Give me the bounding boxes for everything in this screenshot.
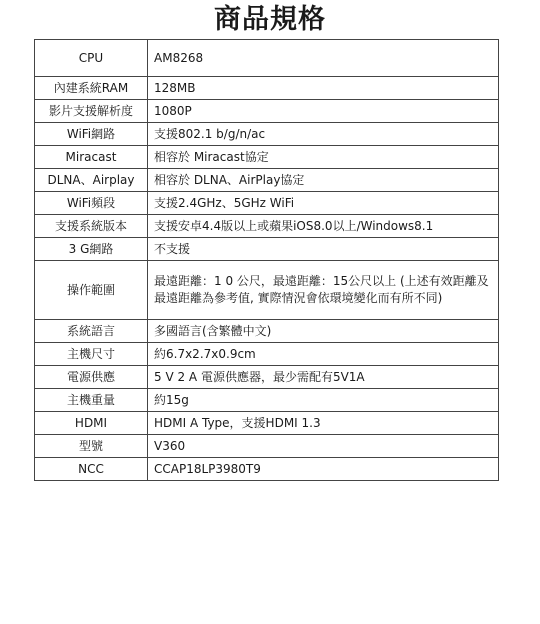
table-row xyxy=(35,412,499,435)
spec-value: AM8268 xyxy=(148,40,499,77)
spec-label: 3 G網路 xyxy=(35,238,148,261)
table-row xyxy=(35,458,499,481)
table-row xyxy=(35,343,499,366)
spec-value: 多國語言(含繁體中文) xyxy=(148,320,499,343)
page-title: 商品規格 xyxy=(214,4,326,35)
spec-label: 系統語言 xyxy=(35,320,148,343)
spec-label: 操作範圍 xyxy=(35,261,148,320)
spec-label: Miracast xyxy=(35,146,148,169)
spec-label: HDMI xyxy=(35,412,148,435)
spec-label: 內建系統RAM xyxy=(35,77,148,100)
table-row xyxy=(35,320,499,343)
spec-label: 支援系統版本 xyxy=(35,215,148,238)
spec-table xyxy=(34,39,499,481)
table-row xyxy=(35,146,499,169)
table-row xyxy=(35,215,499,238)
spec-label: 主機重量 xyxy=(35,389,148,412)
table-row xyxy=(35,100,499,123)
spec-value: 5 V 2 A 電源供應器，最少需配有5V1A xyxy=(148,366,499,389)
table-row xyxy=(35,192,499,215)
table-row xyxy=(35,123,499,146)
spec-value: CCAP18LP3980T9 xyxy=(148,458,499,481)
spec-value: 支援802.1 b/g/n/ac xyxy=(148,123,499,146)
spec-value: 約15g xyxy=(148,389,499,412)
spec-label: 主機尺寸 xyxy=(35,343,148,366)
spec-value: 支援安卓4.4版以上或蘋果iOS8.0以上/Windows8.1 xyxy=(148,215,499,238)
spec-label: DLNA、Airplay xyxy=(35,169,148,192)
spec-value: 相容於 Miracast協定 xyxy=(148,146,499,169)
table-row xyxy=(35,366,499,389)
spec-label: 影片支援解析度 xyxy=(35,100,148,123)
spec-value: 128MB xyxy=(148,77,499,100)
table-row xyxy=(35,238,499,261)
table-row xyxy=(35,169,499,192)
table-row xyxy=(35,40,499,77)
spec-label: WiFi頻段 xyxy=(35,192,148,215)
spec-value: 不支援 xyxy=(148,238,499,261)
spec-value: 相容於 DLNA、AirPlay協定 xyxy=(148,169,499,192)
spec-label: NCC xyxy=(35,458,148,481)
spec-value: 約6.7x2.7x0.9cm xyxy=(148,343,499,366)
spec-value: V360 xyxy=(148,435,499,458)
spec-value: HDMI A Type，支援HDMI 1.3 xyxy=(148,412,499,435)
spec-value: 支援2.4GHz、5GHz WiFi xyxy=(148,192,499,215)
table-row xyxy=(35,435,499,458)
spec-label: 電源供應 xyxy=(35,366,148,389)
spec-label: 型號 xyxy=(35,435,148,458)
spec-value: 最遠距離：1 0 公尺，最遠距離：15公尺以上 (上述有效距離及最遠距離為參考值, 實際情況會依環境變化而有所不同) xyxy=(148,261,499,320)
table-row xyxy=(35,261,499,320)
table-row xyxy=(35,389,499,412)
spec-label: WiFi網路 xyxy=(35,123,148,146)
table-row xyxy=(35,77,499,100)
spec-label: CPU xyxy=(35,40,148,77)
spec-value: 1080P xyxy=(148,100,499,123)
